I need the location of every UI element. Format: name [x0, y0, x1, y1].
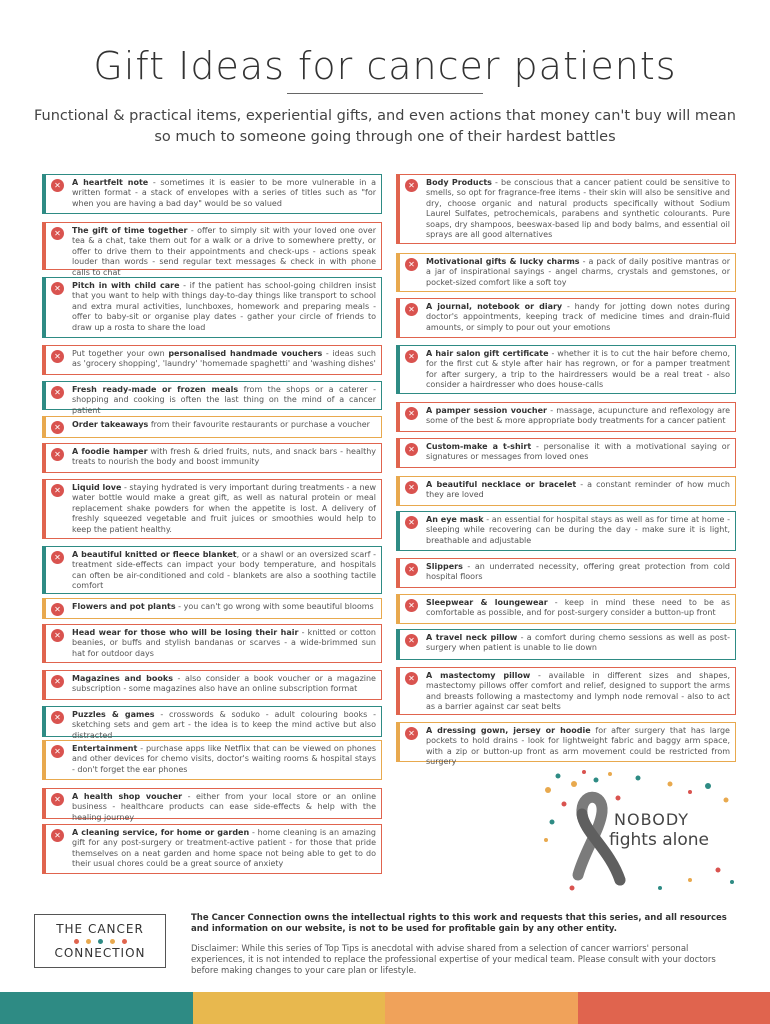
- heart-x-icon: ✕: [51, 421, 64, 434]
- gift-card: ✕ Body Products - be conscious that a cancer patient could be sensitive to smells, so opt for fragrance-free items - their skin will also be sensitive and dry, choose organic and natural products specifically without Sodium Laurel Sulfates, petrochemicals, parabens and synthetic colourants. Pure soaps, dry shampoos, beeswax-based lip and body balms, and essential oil sprays are all good alternatives: [396, 174, 736, 244]
- heart-x-icon: ✕: [405, 443, 418, 456]
- heart-x-icon: ✕: [51, 448, 64, 461]
- cancer-connection-logo: [34, 914, 166, 968]
- gift-card: ✕ Liquid love - staying hydrated is very important during treatments - a new water bottle would make a great gift, as well as natural protein or meal replacement shake powders for when the appetite is lost. A delivery of freshly squeezed vegetable and fruit juices or smoothies would help to keep the patient healthy.: [42, 479, 382, 539]
- heart-x-icon: ✕: [405, 516, 418, 529]
- heart-x-icon: ✕: [405, 350, 418, 363]
- heart-x-icon: ✕: [405, 481, 418, 494]
- page-subtitle: Functional & practical items, experiential gifts, and even actions that money can't buy will mean so much to someone going through one of their hardest battles: [34, 108, 736, 145]
- heart-x-icon: ✕: [51, 484, 64, 497]
- heart-x-icon: ✕: [51, 829, 64, 842]
- heart-x-icon: ✕: [405, 258, 418, 271]
- gift-card: ✕ Pitch in with child care - if the patient has school-going children insist that you want to help with things day-to-day things like transport to school and extra mural activities, lunchboxes, homework and preparing meals - offer to baby-sit or organise play dates - gather your circle of friends to draw up a rosta to share the load: [42, 277, 382, 338]
- gift-card: ✕ Magazines and books - also consider a book voucher or a magazine subscription - some magazines also have an online subscription format: [42, 670, 382, 700]
- heart-x-icon: ✕: [51, 179, 64, 192]
- gift-card: ✕ Head wear for those who will be losing their hair - knitted or cotton beanies, or buffs and stylish bandanas or scarves - a wide-brimmed sun hat for outdoor days: [42, 624, 382, 663]
- gift-card: ✕ A hair salon gift certificate - whether it is to cut the hair before chemo, for the first cut & style after hair has regrown, or for a pamper treatment for after surgery, a trip to the hairdressers would be a real treat - also consider a hairdresser who does house-calls: [396, 345, 736, 394]
- gift-card: ✕ Puzzles & games - crosswords & soduko - adult colouring books - sketching sets and gem art - the idea is to keep the mind active but also distracted: [42, 706, 382, 737]
- heart-x-icon: ✕: [51, 629, 64, 642]
- heart-x-icon: ✕: [405, 727, 418, 740]
- heart-x-icon: ✕: [405, 563, 418, 576]
- gift-card: ✕ Motivational gifts & lucky charms - a pack of daily positive mantras or a jar of inspirational sayings - angel charms, crystals and gemstones, or pocket-sized comfort like a soft toy: [396, 253, 736, 292]
- logo-line-2: CONNECTION: [54, 946, 146, 960]
- gift-card: ✕ A cleaning service, for home or garden - home cleaning is an amazing gift for any post-surgery or treatment-active patient - for those that pride themselves on a neat garden and home space not being able to get to do their usual chores could be a great source of anxiety: [42, 824, 382, 874]
- gift-card: ✕ Flowers and pot plants - you can't go wrong with some beautiful blooms: [42, 598, 382, 619]
- heart-x-icon: ✕: [51, 282, 64, 295]
- page-title: Gift Ideas for cancer patients: [93, 44, 677, 88]
- logo-dots: [35, 936, 165, 946]
- gift-card: ✕ A pamper session voucher - massage, acupuncture and reflexology are some of the best & more appropriate body treatments for a cancer patient: [396, 402, 736, 432]
- gift-card: ✕ Put together your own personalised handmade vouchers - ideas such as 'grocery shopping', 'laundry' 'homemade spaghetti' and 'washing dishes': [42, 345, 382, 375]
- gift-card: ✕ Entertainment - purchase apps like Netflix that can be viewed on phones and other devices for chemo visits, doctor's waiting rooms & hospital stays - don't forget the ear phones: [42, 740, 382, 780]
- heart-x-icon: ✕: [51, 675, 64, 688]
- badge-fights-alone-text: fights alone: [609, 830, 709, 850]
- disclaimer-text: Disclaimer: While this series of Top Tips is anecdotal with advise shared from a selection of cancer warriors' personal experiences, it is not intended to replace the professional expertise of your medical team. Please consult with your doctors before making changes to your care plan or lifestyle.: [191, 944, 716, 976]
- gift-card: ✕ The gift of time together - offer to simply sit with your loved one over tea & a chat, take them out for a walk or a drive to somewhere pretty, or offer to drive them to their appointments and check-ups - actions speak louder than words - send regular text messages & check in with phone calls to chat: [42, 222, 382, 270]
- heart-x-icon: ✕: [51, 603, 64, 616]
- gift-card: ✕ Order takeaways from their favourite restaurants or purchase a voucher: [42, 416, 382, 438]
- heart-x-icon: ✕: [51, 711, 64, 724]
- gift-card: ✕ A journal, notebook or diary - handy for jotting down notes during doctor's appointments, keeping track of medicine times and drain-fluid amounts, or simply to pour out your emotions: [396, 298, 736, 338]
- gift-card: ✕ A beautiful knitted or fleece blanket, or a shawl or an oversized scarf - treatment side-effects can impact your body temperature, and hospitals can often be air-conditioned and cold - blankets are also a soothing tactile comfort: [42, 546, 382, 594]
- heart-x-icon: ✕: [51, 745, 64, 758]
- gift-card: ✕ An eye mask - an essential for hospital stays as well as for time at home - sleeping while recovering can be during the day - make sure it is light, breathable and adjustable: [396, 511, 736, 551]
- heart-x-icon: ✕: [51, 350, 64, 363]
- gift-card: ✕ A health shop voucher - either from your local store or an online business - healthcare products can ease side-effects & help with the healing journey: [42, 788, 382, 819]
- title-divider: [287, 93, 483, 94]
- badge-nobody-text: NOBODY: [614, 810, 690, 829]
- footer-bar-coral: [578, 992, 770, 1024]
- gift-card: ✕ A beautiful necklace or bracelet - a constant reminder of how much they are loved: [396, 476, 736, 506]
- gift-card: ✕ A heartfelt note - sometimes it is easier to be more vulnerable in a written format - a stack of envelopes with a series of titles such as "for when you are having a bad day" would be so valued: [42, 174, 382, 214]
- gift-card: ✕ A dressing gown, jersey or hoodie for after surgery that has large pockets to hold drains - look for lightweight fabric and baggy arm space, with a zip or button-up front as arm movement could be restricted from surgery: [396, 722, 736, 762]
- rights-notice: The Cancer Connection owns the intellectual rights to this work and requests that this series, and all resources and information on our website, is not to be used for profitable gain by any other entity.: [191, 913, 727, 934]
- heart-x-icon: ✕: [405, 672, 418, 685]
- heart-x-icon: ✕: [405, 179, 418, 192]
- heart-x-icon: ✕: [405, 599, 418, 612]
- gift-card: ✕ A travel neck pillow - a comfort during chemo sessions as well as post-surgery when patient is unable to lie down: [396, 629, 736, 660]
- footer-bar-orange: [385, 992, 578, 1024]
- heart-x-icon: ✕: [51, 793, 64, 806]
- heart-x-icon: ✕: [51, 227, 64, 240]
- gift-card: ✕ Slippers - an underrated necessity, offering great protection from cold hospital floors: [396, 558, 736, 588]
- heart-x-icon: ✕: [405, 303, 418, 316]
- heart-x-icon: ✕: [405, 407, 418, 420]
- footer-bar-gold: [193, 992, 386, 1024]
- gift-card: ✕ Custom-make a t-shirt - personalise it with a motivational saying or signatures or messages from loved ones: [396, 438, 736, 468]
- footer-bar-teal: [0, 992, 193, 1024]
- gift-card: ✕ A foodie hamper with fresh & dried fruits, nuts, and snack bars - healthy treats to nourish the body and boost immunity: [42, 443, 382, 473]
- heart-x-icon: ✕: [405, 634, 418, 647]
- footer-color-bar: [0, 992, 770, 1024]
- heart-x-icon: ✕: [51, 551, 64, 564]
- logo-line-1: THE CANCER: [56, 922, 144, 936]
- gift-card: ✕ A mastectomy pillow - available in different sizes and shapes, mastectomy pillows offer comfort and relief, designed to support the arms and breasts following a mastectomy and lymph node removal - also to act as a barrier against car seat belts: [396, 667, 736, 715]
- heart-x-icon: ✕: [51, 386, 64, 399]
- gift-card: ✕ Sleepwear & loungewear - keep in mind these need to be as comfortable as possible, and for post-surgery consider a button-up front: [396, 594, 736, 624]
- gift-card: ✕ Fresh ready-made or frozen meals from the shops or a caterer - shopping and cooking is often the last thing on the mind of a cancer patient: [42, 381, 382, 410]
